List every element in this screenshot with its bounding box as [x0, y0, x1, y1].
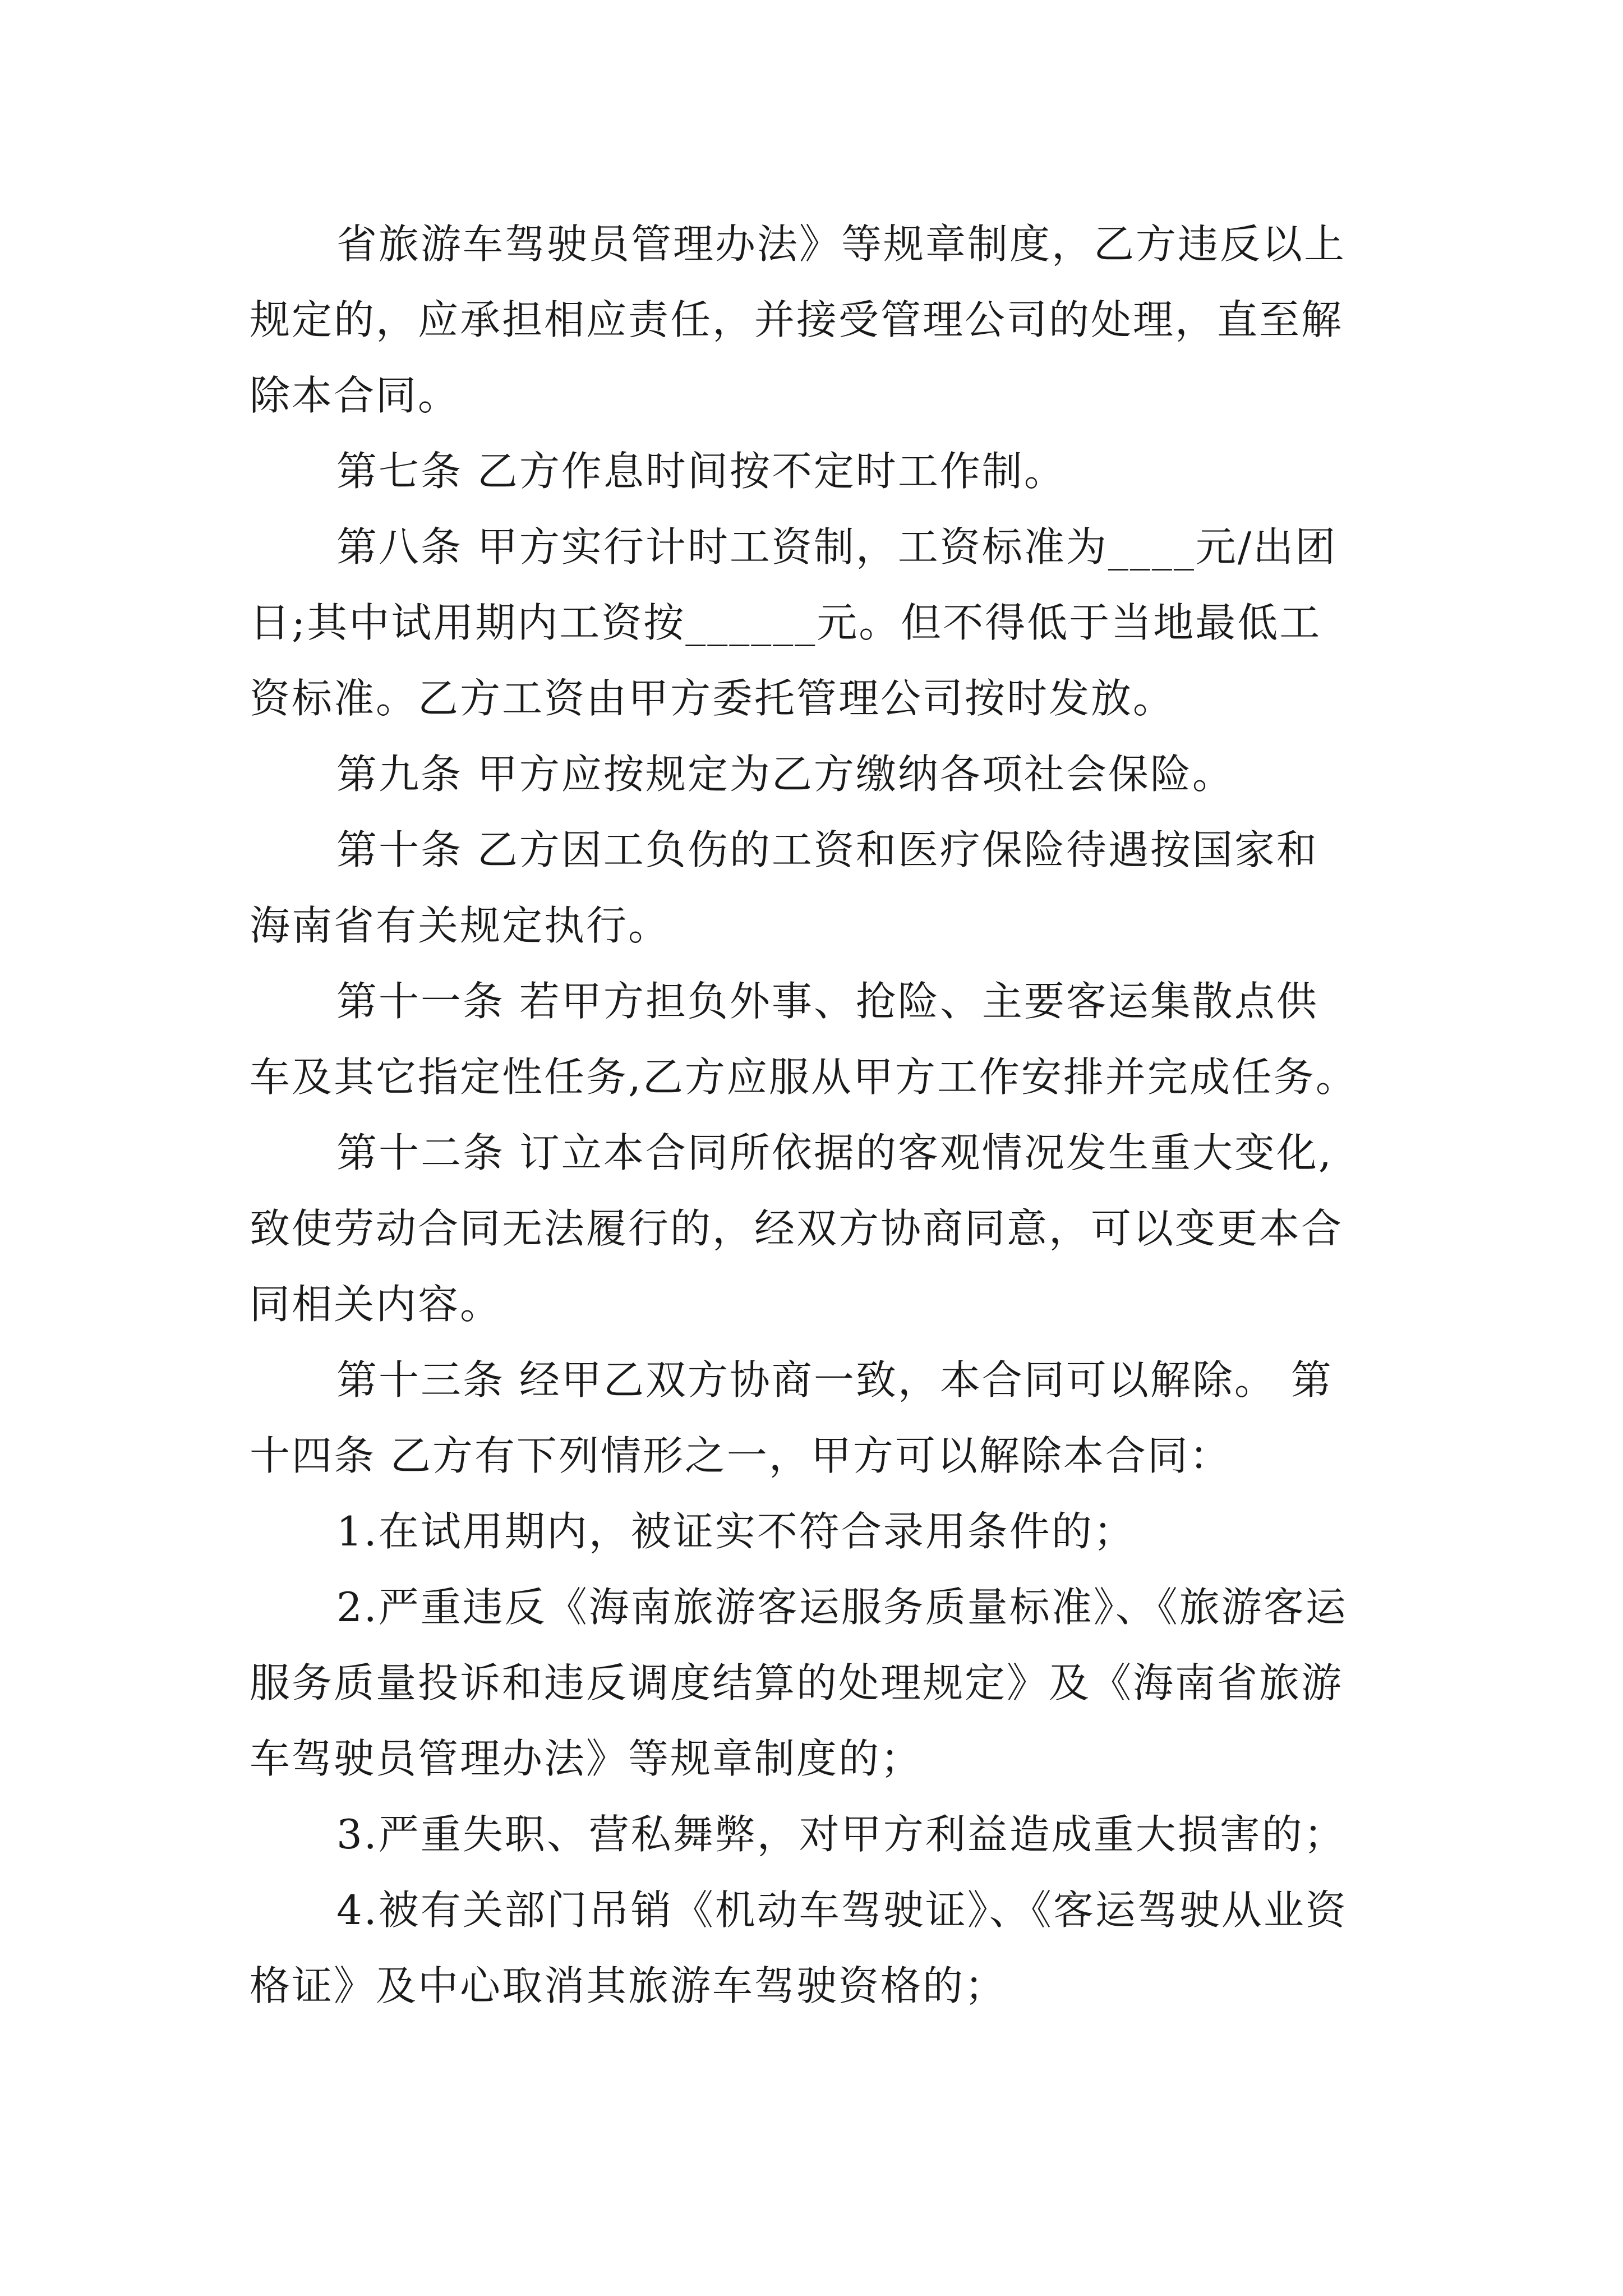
text-line: 第十二条 订立本合同所依据的客观情况发生重大变化,	[336, 1129, 1333, 1176]
text-line: 服务质量投诉和违反调度结算的处理规定》及《海南省旅游	[250, 1659, 1344, 1706]
text-line: 海南省有关规定执行。	[250, 902, 671, 949]
text-line: 第十三条 经甲乙双方协商一致，本合同可以解除。 第	[336, 1356, 1333, 1404]
text-line: 第十一条 若甲方担负外事、抢险、主要客运集散点供	[336, 978, 1318, 1025]
text-line: 格证》及中心取消其旅游车驾驶资格的；	[250, 1962, 1007, 2009]
text-line: 第七条 乙方作息时间按不定时工作制。	[336, 448, 1066, 495]
text-line: 除本合同。	[250, 372, 460, 419]
text-line: 车驾驶员管理办法》等规章制度的；	[250, 1735, 923, 1782]
text-line: 车及其它指定性任务,乙方应服从甲方工作安排并完成任务。	[250, 1053, 1358, 1101]
text-line: 第十条 乙方因工负伤的工资和医疗保险待遇按国家和	[336, 826, 1318, 873]
text-line: 十四条 乙方有下列情形之一，甲方可以解除本合同：	[250, 1432, 1232, 1479]
text-line: 日;其中试用期内工资按______元。但不得低于当地最低工	[250, 599, 1322, 646]
text-line: 3.严重失职、营私舞弊，对甲方利益造成重大损害的；	[336, 1811, 1346, 1858]
text-line: 1.在试用期内，被证实不符合录用条件的；	[336, 1508, 1136, 1555]
text-line: 规定的，应承担相应责任，并接受管理公司的处理，直至解	[250, 296, 1344, 343]
text-line: 第八条 甲方实行计时工资制，工资标准为____元/出团	[336, 523, 1338, 570]
text-line: 资标准。乙方工资由甲方委托管理公司按时发放。	[250, 675, 1175, 722]
text-line: 4.被有关部门吊销《机动车驾驶证》、《客运驾驶从业资	[336, 1887, 1348, 1934]
text-line: 省旅游车驾驶员管理办法》等规章制度，乙方违反以上	[336, 220, 1347, 268]
text-line: 致使劳动合同无法履行的，经双方协商同意，可以变更本合	[250, 1205, 1344, 1252]
text-line: 2.严重违反《海南旅游客运服务质量标准》、《旅游客运	[336, 1584, 1348, 1631]
text-line: 同相关内容。	[250, 1281, 502, 1328]
text-line: 第九条 甲方应按规定为乙方缴纳各项社会保险。	[336, 751, 1234, 798]
